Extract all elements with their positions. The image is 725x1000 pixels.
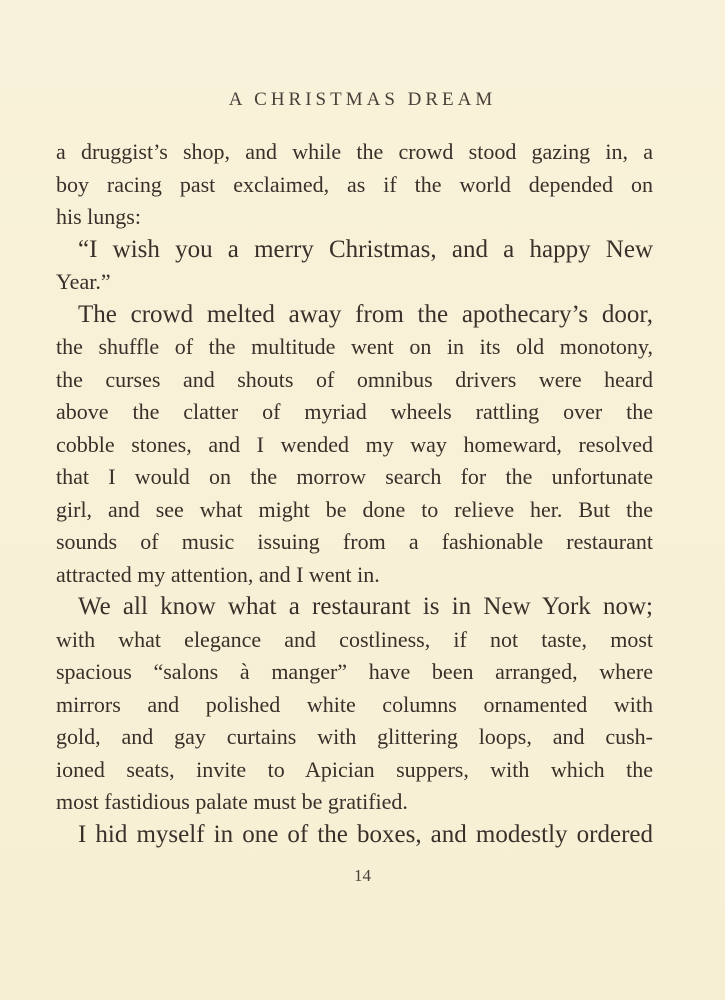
running-head: A CHRISTMAS DREAM <box>228 89 497 110</box>
text-line: the curses and shouts of omnibus drivers were heard <box>56 366 653 392</box>
text-line: sounds of music issuing from a fashionable restaurant <box>56 529 653 554</box>
text-line: We all know what a restaurant is in New York now; <box>78 593 653 620</box>
text-line: spacious “salons à manger” have been arranged, where <box>56 659 653 684</box>
body-text <box>56 136 653 851</box>
text-line: most fastidious palate must be gratified. <box>56 789 408 814</box>
page-number: 14 <box>354 866 371 885</box>
text-line: boy racing past exclaimed, as if the world depended on <box>56 171 653 197</box>
text-line: above the clatter of myriad wheels rattling over the <box>56 399 653 424</box>
text-line: attracted my attention, and I went in. <box>56 561 380 587</box>
text-line: I hid myself in one of the boxes, and modestly ordered <box>78 820 653 848</box>
text-line: mirrors and polished white columns ornamented with <box>56 691 653 717</box>
text-line: “I wish you a merry Christmas, and a happy New <box>78 235 653 263</box>
text-line: that I would on the morrow search for the unfortunate <box>56 464 653 489</box>
text-line: cobble stones, and I wended my way homeward, resolved <box>56 431 653 457</box>
text-line: gold, and gay curtains with glittering loops, and cush- <box>56 724 653 749</box>
text-line: with what elegance and costliness, if not taste, most <box>56 626 653 652</box>
text-line: Year.” <box>56 269 111 294</box>
text-line: ioned seats, invite to Apician suppers, with which the <box>56 756 653 782</box>
text-line: a druggist’s shop, and while the crowd stood gazing in, a <box>56 139 653 164</box>
text-line: The crowd melted away from the apothecary’s door, <box>78 300 653 328</box>
text-line: his lungs: <box>56 204 141 229</box>
text-line: girl, and see what might be done to relieve her. But the <box>56 496 653 522</box>
text-line: the shuffle of the multitude went on in its old monotony, <box>56 334 653 359</box>
